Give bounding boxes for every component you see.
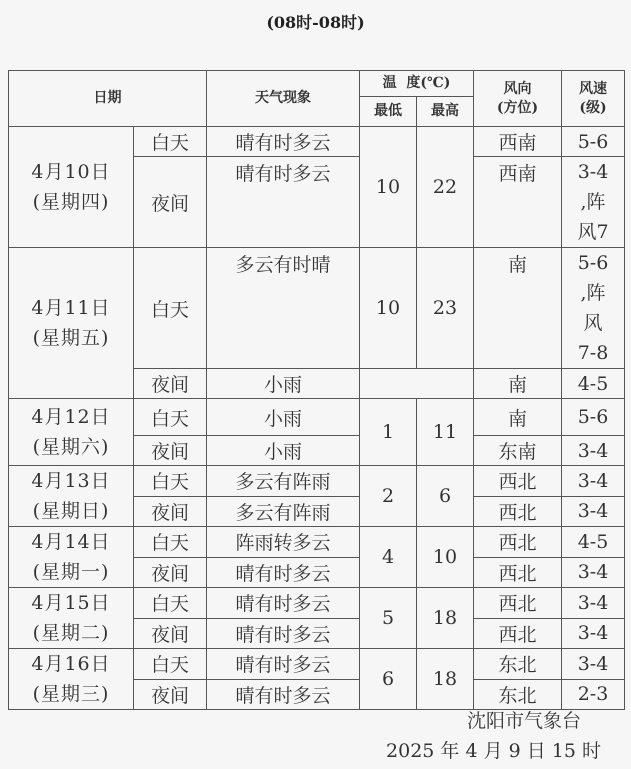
weather-cell: 晴有时多云 xyxy=(207,127,360,157)
header-wind-speed-line2: (级) xyxy=(579,99,607,116)
header-wind-speed xyxy=(562,71,625,127)
date-label: 4月11日 xyxy=(31,297,111,319)
period-day: 白天 xyxy=(134,649,207,680)
header-min-temp: 最低 xyxy=(360,97,417,127)
wind-direction-cell: 西北 xyxy=(474,527,562,558)
period-night: 夜间 xyxy=(134,369,207,399)
wind-speed-cell: 3-4 xyxy=(562,466,625,497)
date-cell xyxy=(9,127,134,248)
max-temp-cell: 10 xyxy=(417,527,474,588)
header-row xyxy=(9,71,625,97)
weekday-label: (星期一) xyxy=(32,561,110,583)
weekday-label: (星期三) xyxy=(32,683,110,705)
weekday-label: (星期四) xyxy=(32,191,110,213)
max-temp-cell: 18 xyxy=(417,649,474,710)
period-day: 白天 xyxy=(134,588,207,619)
weekday-label: (星期日) xyxy=(32,500,110,522)
header-wind-direction-line2: (方位) xyxy=(496,99,539,116)
header-wind-direction xyxy=(474,71,562,127)
temp-empty-cell xyxy=(360,369,474,399)
wind-direction-cell: 西北 xyxy=(474,557,562,588)
table-row xyxy=(9,649,625,680)
date-cell xyxy=(9,399,134,466)
max-temp-cell: 18 xyxy=(417,588,474,649)
period-night: 夜间 xyxy=(134,436,207,466)
wind-speed-cell: 3-4 xyxy=(562,588,625,619)
min-temp-cell: 10 xyxy=(360,248,417,369)
wind-speed-cell: 3-4 xyxy=(562,618,625,649)
wind-direction-cell: 东北 xyxy=(474,649,562,680)
forecast-table xyxy=(8,70,625,710)
period-day: 白天 xyxy=(134,527,207,558)
weather-cell: 阵雨转多云 xyxy=(207,527,360,558)
min-temp-cell: 5 xyxy=(360,588,417,649)
weather-cell: 小雨 xyxy=(207,369,360,399)
date-cell xyxy=(9,466,134,527)
table-row xyxy=(9,248,625,369)
wind-direction-cell: 西北 xyxy=(474,466,562,497)
wind-speed-line: ,阵 xyxy=(580,191,606,213)
date-cell xyxy=(9,588,134,649)
wind-direction-cell: 西北 xyxy=(474,496,562,527)
weekday-label: (星期六) xyxy=(32,436,110,458)
wind-direction-cell: 东南 xyxy=(474,436,562,466)
period-night: 夜间 xyxy=(134,557,207,588)
table-row xyxy=(9,399,625,436)
header-temperature: 温 度(℃) xyxy=(360,71,474,97)
header-max-temp: 最高 xyxy=(417,97,474,127)
period-day: 白天 xyxy=(134,399,207,436)
issuer-label: 沈阳市气象台 xyxy=(466,710,581,732)
date-cell xyxy=(9,527,134,588)
max-temp-cell: 6 xyxy=(417,466,474,527)
wind-speed-line: 风 xyxy=(583,312,603,334)
period-day: 白天 xyxy=(134,127,207,157)
wind-speed-line: 3-4 xyxy=(577,161,609,183)
period-day: 白天 xyxy=(134,248,207,369)
page-title: (08时-08时) xyxy=(266,13,365,32)
wind-direction-cell: 东北 xyxy=(474,679,562,710)
weather-cell: 多云有阵雨 xyxy=(207,466,360,497)
max-temp-cell: 11 xyxy=(417,399,474,466)
wind-speed-cell xyxy=(562,248,625,369)
issue-time: 2025 年 4 月 9 日 15 时 xyxy=(386,740,601,762)
table-row xyxy=(9,127,625,157)
date-label: 4月15日 xyxy=(31,592,111,614)
weather-cell: 晴有时多云 xyxy=(207,649,360,680)
weather-cell: 多云有阵雨 xyxy=(207,496,360,527)
weather-cell: 小雨 xyxy=(207,399,360,436)
min-temp-cell: 1 xyxy=(360,399,417,466)
wind-direction-cell: 西北 xyxy=(474,588,562,619)
weather-cell: 晴有时多云 xyxy=(207,157,360,248)
table-row xyxy=(9,466,625,497)
wind-speed-cell: 4-5 xyxy=(562,369,625,399)
weather-cell: 多云有时晴 xyxy=(207,248,360,369)
min-temp-cell: 10 xyxy=(360,127,417,248)
wind-direction-cell: 南 xyxy=(474,399,562,436)
wind-speed-cell: 5-6 xyxy=(562,127,625,157)
min-temp-cell: 6 xyxy=(360,649,417,710)
weather-cell: 晴有时多云 xyxy=(207,588,360,619)
wind-direction-cell: 西北 xyxy=(474,618,562,649)
wind-direction-cell: 南 xyxy=(474,369,562,399)
date-label: 4月12日 xyxy=(31,406,111,428)
header-weather: 天气现象 xyxy=(207,71,360,127)
period-day: 白天 xyxy=(134,466,207,497)
table-row xyxy=(9,527,625,558)
wind-speed-line: 风7 xyxy=(577,221,609,243)
wind-direction-cell: 西南 xyxy=(474,157,562,248)
wind-speed-line: 7-8 xyxy=(577,342,609,364)
date-label: 4月10日 xyxy=(31,161,111,183)
min-temp-cell: 2 xyxy=(360,466,417,527)
wind-direction-cell: 南 xyxy=(474,248,562,369)
wind-speed-line: ,阵 xyxy=(580,282,606,304)
weekday-label: (星期二) xyxy=(32,622,110,644)
wind-speed-cell: 3-4 xyxy=(562,436,625,466)
wind-speed-line: 5-6 xyxy=(577,252,609,274)
weather-cell: 晴有时多云 xyxy=(207,618,360,649)
weather-cell: 小雨 xyxy=(207,436,360,466)
wind-speed-cell: 3-4 xyxy=(562,557,625,588)
date-cell xyxy=(9,649,134,710)
max-temp-cell: 22 xyxy=(417,127,474,248)
wind-speed-cell: 3-4 xyxy=(562,496,625,527)
header-date: 日期 xyxy=(9,71,207,127)
wind-speed-cell: 4-5 xyxy=(562,527,625,558)
wind-speed-cell: 2-3 xyxy=(562,679,625,710)
header-wind-direction-line1: 风向 xyxy=(503,80,532,97)
weather-cell: 晴有时多云 xyxy=(207,557,360,588)
max-temp-cell: 23 xyxy=(417,248,474,369)
date-label: 4月16日 xyxy=(31,653,111,675)
date-label: 4月13日 xyxy=(31,470,111,492)
min-temp-cell: 4 xyxy=(360,527,417,588)
period-night: 夜间 xyxy=(134,679,207,710)
period-night: 夜间 xyxy=(134,618,207,649)
wind-speed-cell xyxy=(562,157,625,248)
weekday-label: (星期五) xyxy=(32,327,110,349)
wind-speed-cell: 5-6 xyxy=(562,399,625,436)
date-cell xyxy=(9,248,134,399)
header-wind-speed-line1: 风速 xyxy=(579,80,607,97)
date-label: 4月14日 xyxy=(31,531,111,553)
table-row xyxy=(9,588,625,619)
period-night: 夜间 xyxy=(134,496,207,527)
wind-speed-cell: 3-4 xyxy=(562,649,625,680)
wind-direction-cell: 西南 xyxy=(474,127,562,157)
weather-cell: 晴有时多云 xyxy=(207,679,360,710)
period-night: 夜间 xyxy=(134,157,207,248)
